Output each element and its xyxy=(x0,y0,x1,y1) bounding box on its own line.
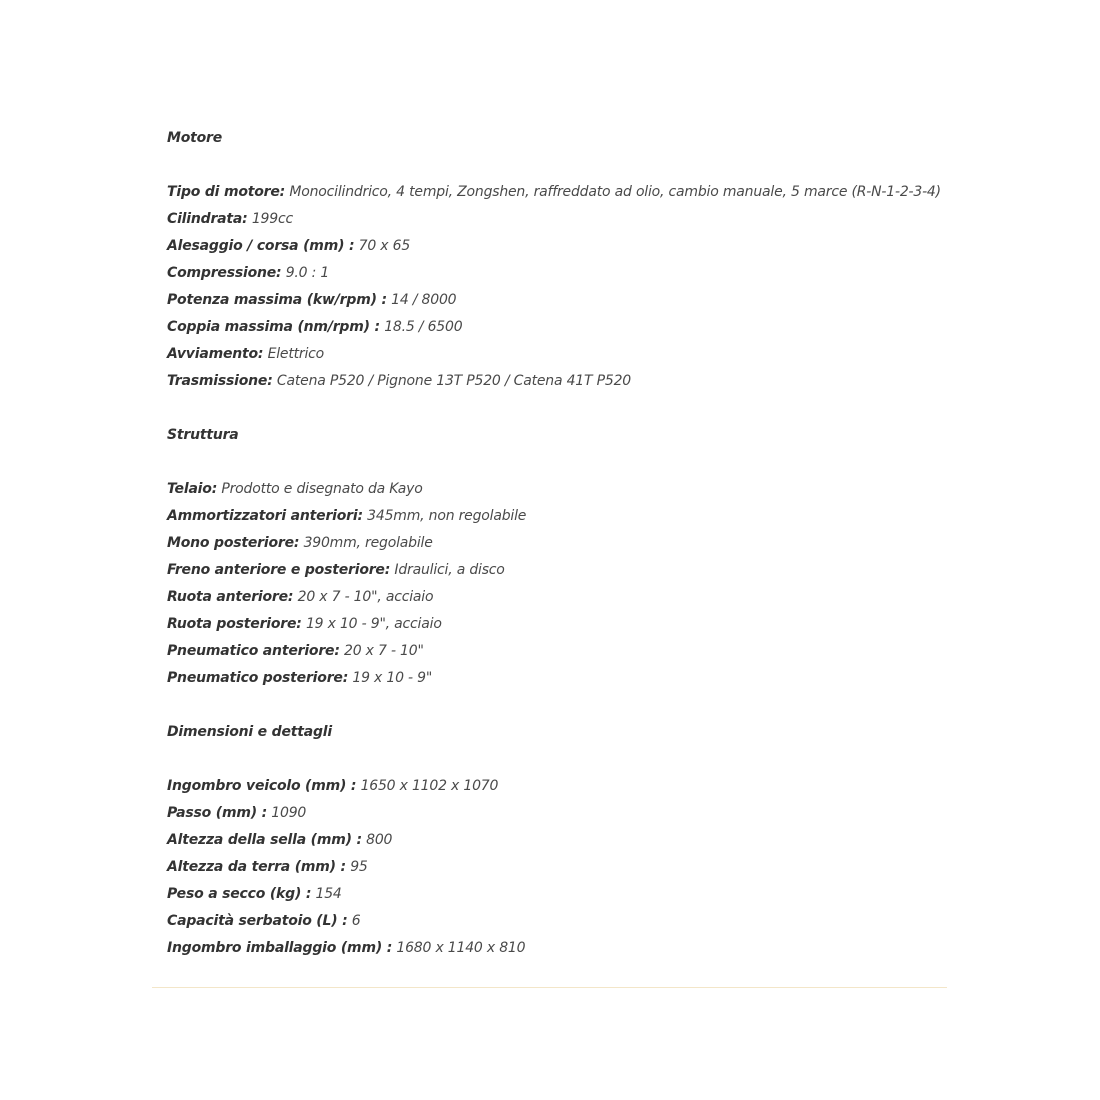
spec-label: Trasmissione: xyxy=(167,373,273,389)
spec-value: 9.0 : 1 xyxy=(285,265,330,281)
spec-label: Coppia massima (nm/rpm) : xyxy=(167,319,380,335)
spec-value: 345mm, non regolabile xyxy=(367,508,527,524)
spec-row xyxy=(167,503,947,530)
spec-row xyxy=(167,368,947,395)
spec-label: Peso a secco (kg) : xyxy=(167,886,312,902)
spec-value: 800 xyxy=(366,832,393,848)
spec-row xyxy=(167,476,947,503)
spec-value: 19 x 10 - 9" xyxy=(352,670,433,686)
spec-row xyxy=(167,179,947,206)
spec-row xyxy=(167,881,947,908)
spec-value: 6 xyxy=(351,913,361,929)
spec-value: 95 xyxy=(350,859,368,875)
spec-label: Ruota anteriore: xyxy=(167,589,294,605)
spec-row xyxy=(167,557,947,584)
spec-row xyxy=(167,260,947,287)
spec-value: 199cc xyxy=(251,211,293,227)
spec-value: 20 x 7 - 10", acciaio xyxy=(297,589,434,605)
spec-value: 20 x 7 - 10" xyxy=(344,643,424,659)
spacer xyxy=(167,152,947,179)
spec-label: Mono posteriore: xyxy=(167,535,300,551)
spec-row xyxy=(167,611,947,638)
spec-label: Telaio: xyxy=(167,481,218,497)
spec-row xyxy=(167,638,947,665)
spec-row xyxy=(167,827,947,854)
spec-row xyxy=(167,314,947,341)
spec-label: Potenza massima (kw/rpm) : xyxy=(167,292,387,308)
spacer xyxy=(167,746,947,773)
spec-row xyxy=(167,800,947,827)
spec-value: 1090 xyxy=(271,805,307,821)
spec-label: Ammortizzatori anteriori: xyxy=(167,508,363,524)
spec-value: 70 x 65 xyxy=(358,238,411,254)
spec-label: Altezza da terra (mm) : xyxy=(167,859,346,875)
spec-label: Altezza della sella (mm) : xyxy=(167,832,362,848)
spec-label: Ingombro imballaggio (mm) : xyxy=(167,940,393,956)
spec-label: Compressione: xyxy=(167,265,282,281)
spec-row xyxy=(167,341,947,368)
section-title-dimensioni: Dimensioni e dettagli xyxy=(167,724,332,740)
spec-label: Ruota posteriore: xyxy=(167,616,302,632)
spec-label: Alesaggio / corsa (mm) : xyxy=(167,238,355,254)
spec-row xyxy=(167,584,947,611)
spec-row xyxy=(167,530,947,557)
spec-row xyxy=(167,854,947,881)
spec-label: Capacità serbatoio (L) : xyxy=(167,913,348,929)
spec-value: 154 xyxy=(315,886,342,902)
spec-value: 14 / 8000 xyxy=(391,292,457,308)
spec-row xyxy=(167,206,947,233)
spec-label: Pneumatico anteriore: xyxy=(167,643,340,659)
spec-value: 1650 x 1102 x 1070 xyxy=(360,778,499,794)
spec-row xyxy=(167,773,947,800)
spec-value: 1680 x 1140 x 810 xyxy=(396,940,526,956)
spec-label: Ingombro veicolo (mm) : xyxy=(167,778,357,794)
spec-value: 19 x 10 - 9", acciaio xyxy=(305,616,442,632)
spec-label: Avviamento: xyxy=(167,346,264,362)
spacer xyxy=(167,449,947,476)
spec-value: Idraulici, a disco xyxy=(394,562,505,578)
spec-label: Pneumatico posteriore: xyxy=(167,670,349,686)
spec-row xyxy=(167,908,947,935)
spec-value: 18.5 / 6500 xyxy=(384,319,463,335)
spec-row xyxy=(167,665,947,692)
spec-value: Catena P520 / Pignone 13T P520 / Catena 41T P520 xyxy=(276,373,631,389)
spec-value: Monocilindrico, 4 tempi, Zongshen, raffreddato ad olio, cambio manuale, 5 marce (R-N-1-2-3-4) xyxy=(289,184,941,200)
section-title-struttura: Struttura xyxy=(167,427,239,443)
spec-sheet xyxy=(167,125,947,962)
spec-label: Tipo di motore: xyxy=(167,184,286,200)
spec-row xyxy=(167,935,947,962)
spec-value: 390mm, regolabile xyxy=(303,535,433,551)
divider xyxy=(152,987,947,988)
spacer xyxy=(167,692,947,719)
spec-label: Cilindrata: xyxy=(167,211,248,227)
spec-row xyxy=(167,233,947,260)
spec-row xyxy=(167,287,947,314)
spec-label: Freno anteriore e posteriore: xyxy=(167,562,391,578)
section-title-motore: Motore xyxy=(167,130,223,146)
spec-value: Prodotto e disegnato da Kayo xyxy=(221,481,423,497)
spec-label: Passo (mm) : xyxy=(167,805,268,821)
spec-value: Elettrico xyxy=(267,346,325,362)
spacer xyxy=(167,395,947,422)
